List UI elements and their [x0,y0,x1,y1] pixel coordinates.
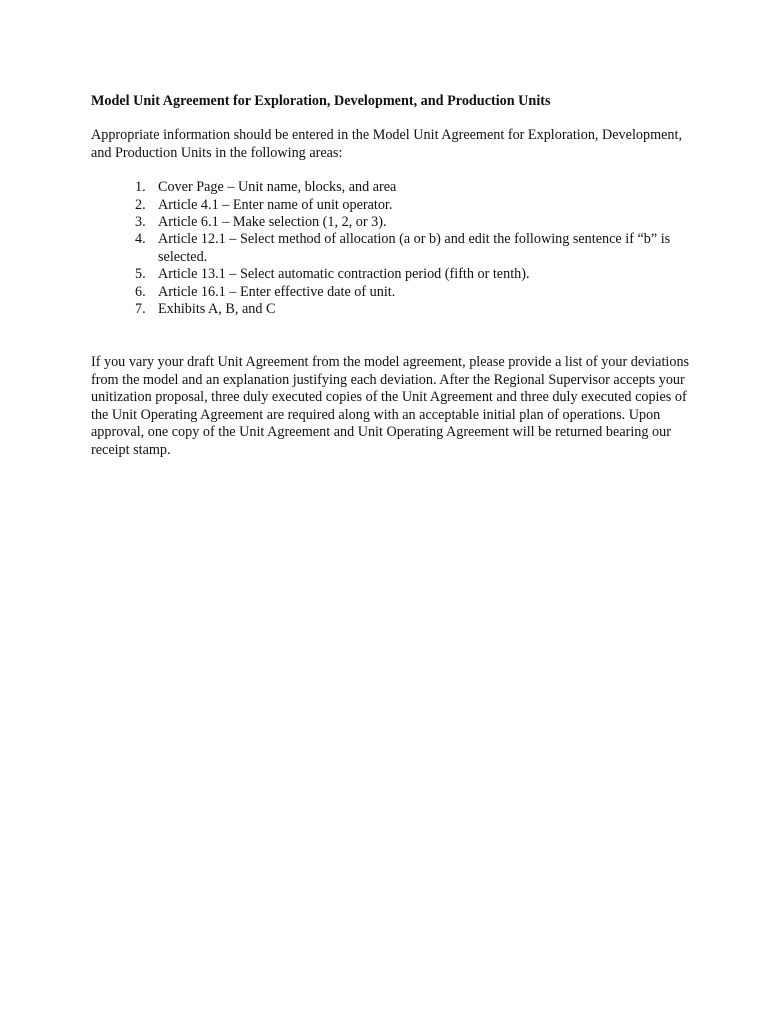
list-item-number: 7. [135,301,146,318]
list-item-text: Article 16.1 – Enter effective date of unit. [158,283,396,300]
list-item-number: 3. [135,214,146,231]
list-item-number: 5. [135,266,146,283]
document-title: Model Unit Agreement for Exploration, Development, and Production Units [91,93,551,109]
list-item-text: Exhibits A, B, and C [158,301,276,318]
list-item-number: 6. [135,283,146,300]
intro-paragraph: Appropriate information should be entered in the Model Unit Agreement for Exploration, Development, and Production Units in the following areas: [91,127,682,161]
list-item-number: 2. [135,196,146,213]
list-item [91,214,701,231]
list-item [91,231,701,266]
list-item [91,179,701,196]
list-item-text: Cover Page – Unit name, blocks, and area [158,179,397,196]
document-body [91,93,701,459]
list-item [91,197,701,214]
list-item [91,266,701,283]
areas-list [91,179,701,318]
list-item-text: Article 4.1 – Enter name of unit operator. [158,196,393,213]
list-item [91,284,701,301]
list-item-number: 1. [135,179,146,196]
list-item-text: Article 6.1 – Make selection (1, 2, or 3). [158,214,387,231]
closing-paragraph: If you vary your draft Unit Agreement from the model agreement, please provide a list of your deviations from the model and an explanation justifying each deviation. After the Regional Supervisor accepts your unitization proposal, three duly executed copies of the Unit Agreement and three duly executed copies of the Unit Operating Agreement are required along with an acceptable initial plan of operations. Upon approval, one copy of the Unit Agreement and Unit Operating Agreement will be returned bearing our receipt stamp. [91,354,690,458]
list-item-number: 4. [135,231,146,248]
list-item-text: Article 12.1 – Select method of allocation (a or b) and edit the following sentence if “b” is selected. [158,231,671,265]
list-item [91,301,701,318]
list-item-text: Article 13.1 – Select automatic contraction period (fifth or tenth). [158,266,530,283]
